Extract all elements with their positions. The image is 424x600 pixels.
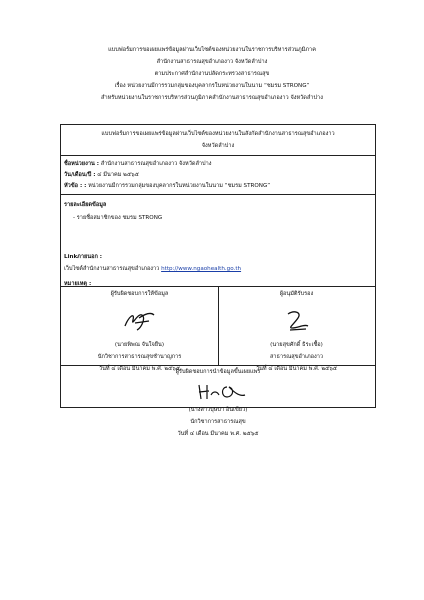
responsible-position: นักวิชาการสาธารณสุขชำนาญการ <box>97 354 182 360</box>
date-label: วัน/เดือน/ปี : <box>64 172 96 178</box>
subject-label: หัวข้อ : : <box>64 183 87 189</box>
header-line-1: แบบฟอร์มการขอเผยแพร่ข้อมูลผ่านเว็บไซต์ของหน่วยงานในราชการบริหารส่วนภูมิภาค <box>108 47 316 53</box>
link-line <box>64 264 241 275</box>
subject-value: หน่วยงานมีการรวมกลุ่มของบุคลากรในหน่วยงานในนาม “ชมรม STRONG” <box>86 183 271 189</box>
header-line-2: สำนักงานสาธารณสุขอำเภองาว จังหวัดลำปาง <box>156 59 268 65</box>
form-box <box>60 124 376 437</box>
header-line-4: เรื่อง หน่วยงานมีการรวมกลุ่มของบุคลากรในหน่วยงานในนาม “ชมรม STRONG” <box>114 83 310 89</box>
responsible-date: วันที่ ๔ เดือน มีนาคม พ.ศ. ๒๕๖๕ <box>98 366 181 372</box>
divider <box>61 194 375 195</box>
responsible-name: (นายพิพณ จันใจยืน) <box>114 342 165 348</box>
divider <box>61 155 375 156</box>
date-value: ๔ มีนาคม ๒๕๖๕ <box>95 172 139 178</box>
publisher-position: นักวิชาการสาธารณสุข <box>190 419 246 425</box>
detail-label: รายละเอียดข้อมูล <box>64 202 107 208</box>
header-line-5: สำหรับหน่วยงานในราชการบริหารส่วนภูมิภาคสำนักงานสาธารณสุขอำเภองาว จังหวัดลำปาง <box>101 95 323 101</box>
website-link[interactable]: http://www.ngaohealth.go.th <box>161 266 242 272</box>
unit-label: ชื่อหน่วยงาน : <box>64 161 99 167</box>
approver-date: วันที่ ๔ เดือน มีนาคม พ.ศ. ๒๕๖๕ <box>255 366 338 372</box>
form-title <box>61 128 375 152</box>
link-prefix: เว็บไซต์สำนักงานสาธารณสุขอำเภองาว <box>64 266 162 272</box>
document-header <box>0 44 424 104</box>
responsible-signature <box>121 306 157 334</box>
publisher-date: วันที่ ๔ เดือน มีนาคม พ.ศ. ๒๕๖๕ <box>177 431 259 437</box>
detail-item: - รายชื่อสมาชิกของ ชมรม STRONG <box>73 215 163 221</box>
approver-signature <box>282 308 314 334</box>
approver-position: สาธารณสุขอำเภองาว <box>269 354 323 360</box>
date-row <box>64 170 139 181</box>
unit-value: สำนักงานสาธารณสุขอำเภองาว จังหวัดลำปาง <box>98 161 212 167</box>
publisher-name: (นางสาวบุษบา อินเขียว) <box>188 407 248 413</box>
publisher-signature <box>195 381 249 403</box>
subject-row <box>64 181 270 192</box>
form-title-line-2: จังหวัดลำปาง <box>201 143 235 149</box>
header-line-3: ตามประกาศสำนักงานปลัดกระทรวงสาธารณสุข <box>154 71 270 77</box>
note-label: หมายเหตุ : <box>64 281 92 287</box>
unit-row <box>64 159 211 170</box>
responsible-title: ผู้รับผิดชอบการให้ข้อมูล <box>110 291 169 297</box>
link-label: Linkภายนอก : <box>64 254 103 260</box>
form-title-line-1: แบบฟอร์มการขอเผยแพร่ข้อมูลผ่านเว็บไซต์ของหน่วยงานในสังกัดสำนักงานสาธารณสุขอำเภองาว <box>101 131 335 137</box>
approver-title: ผู้อนุมัติรับรอง <box>279 291 314 297</box>
detail-row <box>64 200 106 211</box>
publisher-title: ผู้รับผิดชอบการนำข้อมูลขึ้นเผยแพร่ <box>175 369 261 375</box>
approver-name: (นายสุขศักดิ์ ธิระเชื้อ) <box>270 342 323 348</box>
publisher-info <box>61 404 375 440</box>
link-row <box>64 252 102 263</box>
